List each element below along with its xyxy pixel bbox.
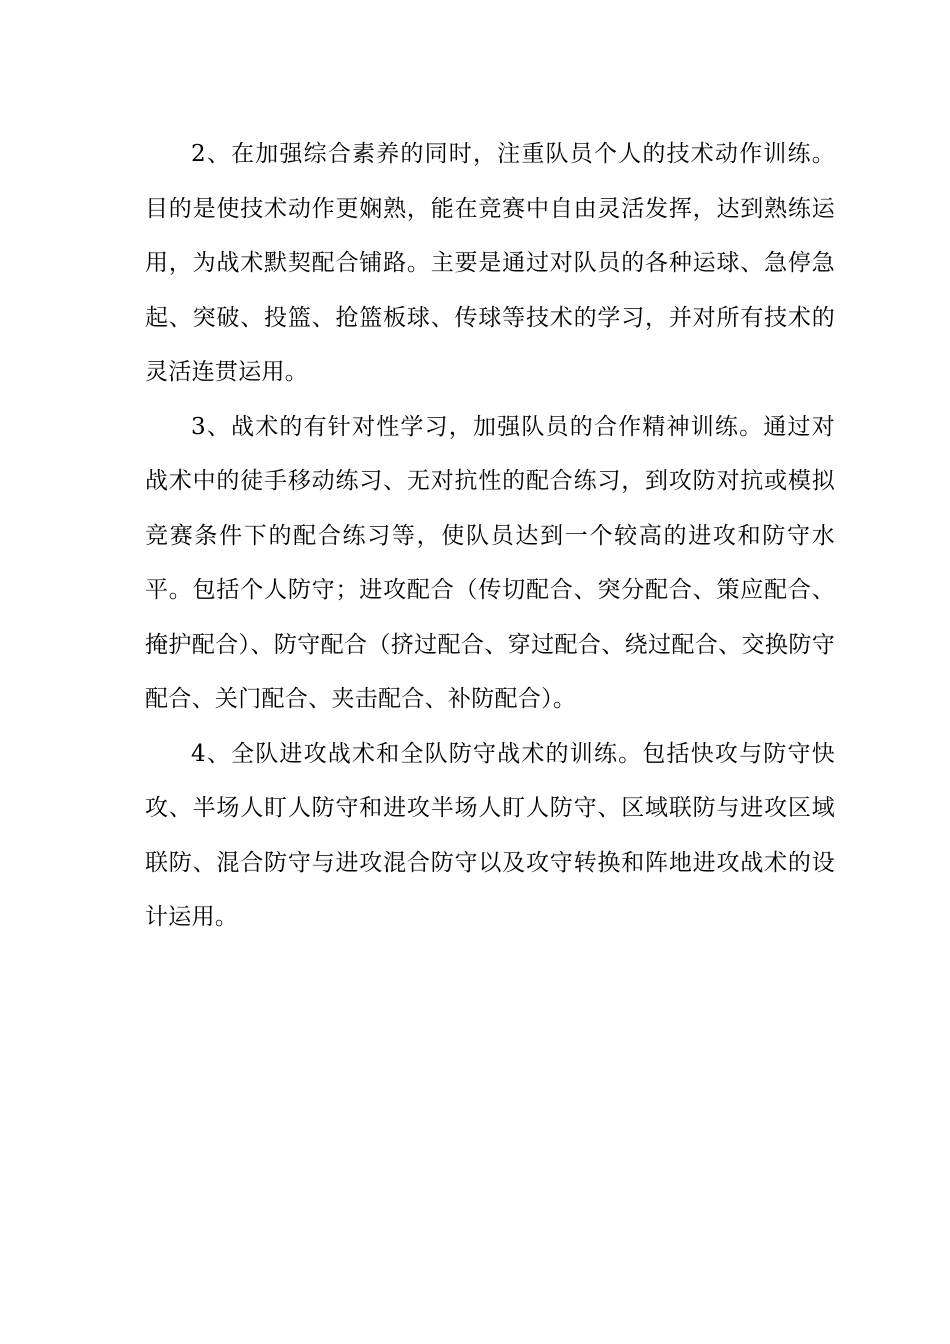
paragraph-tactics-training: 3、战术的有针对性学习，加强队员的合作精神训练。通过对战术中的徒手移动练习、无对抗性的配合练习，到攻防对抗或模拟竞赛条件下的配合练习等，使队员达到一个较高的进攻和防守水平。包括个人防守；进攻配合（传切配合、突分配合、策应配合、掩护配合）、防守配合（挤过配合、穿过配合、绕过配合、交换防守配合、关门配合、夹击配合、补防配合）。 xyxy=(145,413,835,712)
paragraph-technical-training: 2、在加强综合素养的同时，注重队员个人的技术动作训练。目的是使技术动作更娴熟，能在竞赛中自由灵活发挥，达到熟练运用，为战术默契配合铺路。主要是通过对队员的各种运球、急停急起、突破、投篮、抢篮板球、传球等技术的学习，并对所有技术的灵活连贯运用。 xyxy=(145,141,835,385)
paragraph-team-offense-defense: 4、全队进攻战术和全队防守战术的训练。包括快攻与防守快攻、半场人盯人防守和进攻半场人盯人防守、区域联防与进攻区域联防、混合防守与进攻混合防守以及攻守转换和阵地进攻战术的设计运用。 xyxy=(145,740,835,930)
document-body xyxy=(145,127,835,945)
